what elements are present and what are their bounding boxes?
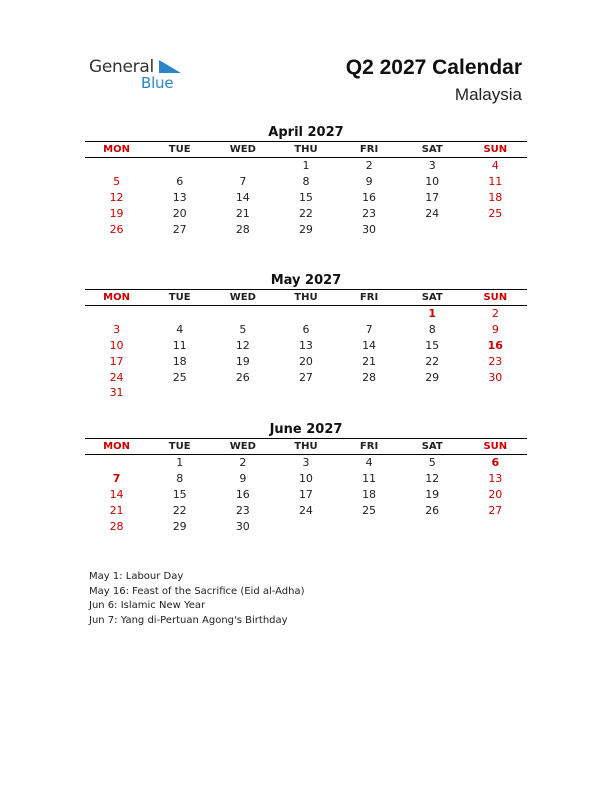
- logo-word-general: General: [89, 57, 154, 77]
- day-cell: 1: [176, 456, 184, 470]
- day-cell: 8: [176, 472, 184, 486]
- week-row: [85, 487, 527, 503]
- weekday-label: THU: [294, 292, 318, 303]
- day-cell: 31: [109, 386, 124, 400]
- day-cell: 16: [487, 338, 503, 352]
- week-row: [85, 369, 527, 385]
- day-cell: 22: [425, 354, 440, 368]
- weekday-label: THU: [294, 441, 318, 452]
- day-cell: 19: [235, 354, 250, 368]
- day-cell: 24: [109, 370, 124, 384]
- day-cell: 23: [362, 206, 377, 220]
- week-row: [85, 471, 527, 487]
- country-name: Malaysia: [454, 85, 522, 104]
- day-cell: 5: [239, 323, 247, 337]
- weekday-header-row: [85, 289, 527, 306]
- day-cell: 18: [172, 354, 187, 368]
- month-may: [85, 273, 527, 401]
- day-cell: 6: [302, 323, 310, 337]
- day-cell: 21: [109, 503, 124, 517]
- week-row: [85, 385, 527, 401]
- day-cell: 6: [491, 456, 500, 470]
- weekday-label: SAT: [421, 292, 443, 303]
- day-cell: 10: [425, 175, 440, 189]
- week-row: [85, 502, 527, 518]
- day-cell: 28: [109, 519, 124, 533]
- calendar-grid: [85, 289, 527, 401]
- day-cell: 11: [172, 338, 187, 352]
- day-cell: 21: [362, 354, 377, 368]
- day-cell: 15: [425, 338, 440, 352]
- day-cell: 3: [428, 159, 436, 173]
- day-cell: 3: [302, 456, 310, 470]
- day-cell: 2: [491, 307, 499, 321]
- weekday-label: WED: [229, 292, 256, 303]
- day-cell: 4: [176, 323, 184, 337]
- weekday-label: MON: [103, 441, 130, 452]
- day-cell: 23: [488, 354, 503, 368]
- weekday-label: SAT: [421, 441, 443, 452]
- day-cell: 24: [298, 503, 313, 517]
- weekday-label: MON: [103, 292, 130, 303]
- weekday-label: MON: [103, 144, 130, 155]
- weekday-label: SUN: [483, 292, 508, 303]
- weekday-header-row: [85, 438, 527, 455]
- weekday-label: TUE: [168, 292, 191, 303]
- day-cell: 2: [239, 456, 247, 470]
- weekday-label: FRI: [359, 441, 379, 452]
- day-cell: 13: [298, 338, 313, 352]
- week-row: [85, 338, 527, 354]
- day-cell: 20: [488, 487, 503, 501]
- day-cell: 13: [172, 190, 187, 204]
- month-title: May 2027: [270, 273, 342, 288]
- day-cell: 29: [172, 519, 187, 533]
- weekday-label: FRI: [359, 292, 379, 303]
- logo-word-blue: Blue: [141, 74, 174, 92]
- week-row: [85, 353, 527, 369]
- day-cell: 3: [113, 323, 121, 337]
- month-april: [85, 125, 527, 237]
- week-row: [85, 190, 527, 206]
- day-cell: 1: [428, 307, 437, 321]
- day-cell: 22: [298, 206, 313, 220]
- day-cell: 28: [235, 222, 250, 236]
- triangle-flag-icon: [159, 60, 183, 74]
- day-cell: 29: [425, 370, 440, 384]
- calendar-grid: [85, 141, 527, 237]
- day-cell: 17: [298, 487, 313, 501]
- day-cell: 21: [235, 206, 250, 220]
- holiday-note: May 1: Labour Day: [89, 571, 184, 582]
- day-cell: 9: [365, 175, 373, 189]
- day-cell: 22: [172, 503, 187, 517]
- calendar-grid: [85, 438, 527, 534]
- day-cell: 9: [491, 323, 499, 337]
- day-cell: 11: [362, 472, 377, 486]
- weekday-label: SUN: [483, 144, 508, 155]
- day-cell: 10: [109, 338, 124, 352]
- day-cell: 27: [488, 503, 503, 517]
- day-cell: 12: [425, 472, 440, 486]
- weekday-label: FRI: [359, 144, 379, 155]
- day-cell: 17: [109, 354, 124, 368]
- day-cell: 7: [112, 472, 121, 486]
- holiday-note: Jun 7: Yang di-Pertuan Agong's Birthday: [89, 614, 288, 626]
- day-cell: 30: [235, 519, 250, 533]
- day-cell: 7: [239, 175, 247, 189]
- day-cell: 26: [109, 222, 124, 236]
- page-title: Q2 2027 Calendar: [345, 56, 522, 79]
- day-cell: 7: [365, 323, 373, 337]
- day-cell: 11: [488, 175, 503, 189]
- weekday-label: SAT: [421, 144, 443, 155]
- day-cell: 14: [235, 190, 250, 204]
- day-cell: 4: [365, 456, 373, 470]
- day-cell: 18: [488, 190, 503, 204]
- holiday-note: May 16: Feast of the Sacrifice (Eid al-Adha): [89, 585, 305, 597]
- day-cell: 19: [109, 206, 124, 220]
- day-cell: 4: [491, 159, 499, 173]
- day-cell: 25: [488, 206, 503, 220]
- day-cell: 17: [425, 190, 440, 204]
- day-cell: 26: [425, 503, 440, 517]
- day-cell: 30: [362, 222, 377, 236]
- day-cell: 16: [235, 487, 250, 501]
- month-title: April 2027: [268, 125, 344, 140]
- day-cell: 28: [362, 370, 377, 384]
- week-row: [85, 322, 527, 338]
- weekday-label: THU: [294, 144, 318, 155]
- day-cell: 15: [172, 487, 187, 501]
- week-row: [85, 306, 527, 322]
- day-cell: 6: [176, 175, 184, 189]
- day-cell: 8: [428, 323, 436, 337]
- week-row: [85, 158, 527, 174]
- day-cell: 20: [172, 206, 187, 220]
- day-cell: 25: [172, 370, 187, 384]
- day-cell: 16: [362, 190, 377, 204]
- day-cell: 1: [302, 159, 310, 173]
- day-cell: 24: [425, 206, 440, 220]
- month-title: June 2027: [269, 422, 343, 437]
- week-row: [85, 221, 527, 237]
- logo: [89, 57, 199, 97]
- holiday-note: Jun 6: Islamic New Year: [89, 600, 206, 611]
- day-cell: 25: [362, 503, 377, 517]
- weekday-label: WED: [229, 144, 256, 155]
- weekday-label: WED: [229, 441, 256, 452]
- day-cell: 14: [109, 487, 124, 501]
- weekday-label: TUE: [168, 144, 191, 155]
- day-cell: 18: [362, 487, 377, 501]
- weekday-label: TUE: [168, 441, 191, 452]
- weekday-header-row: [85, 141, 527, 158]
- day-cell: 19: [425, 487, 440, 501]
- day-cell: 30: [488, 370, 503, 384]
- day-cell: 8: [302, 175, 310, 189]
- day-cell: 27: [298, 370, 313, 384]
- day-cell: 15: [298, 190, 313, 204]
- day-cell: 14: [362, 338, 377, 352]
- day-cell: 5: [113, 175, 121, 189]
- holiday-notes: [89, 570, 305, 628]
- day-cell: 26: [235, 370, 250, 384]
- day-cell: 29: [298, 222, 313, 236]
- week-row: [85, 455, 527, 471]
- month-june: [85, 422, 527, 534]
- day-cell: 12: [109, 190, 124, 204]
- day-cell: 5: [428, 456, 436, 470]
- day-cell: 27: [172, 222, 187, 236]
- week-row: [85, 174, 527, 190]
- day-cell: 13: [488, 472, 503, 486]
- week-row: [85, 205, 527, 221]
- day-cell: 10: [298, 472, 313, 486]
- weekday-label: SUN: [483, 441, 508, 452]
- day-cell: 12: [235, 338, 250, 352]
- week-row: [85, 518, 527, 534]
- day-cell: 2: [365, 159, 373, 173]
- day-cell: 9: [239, 472, 247, 486]
- day-cell: 23: [235, 503, 250, 517]
- day-cell: 20: [298, 354, 313, 368]
